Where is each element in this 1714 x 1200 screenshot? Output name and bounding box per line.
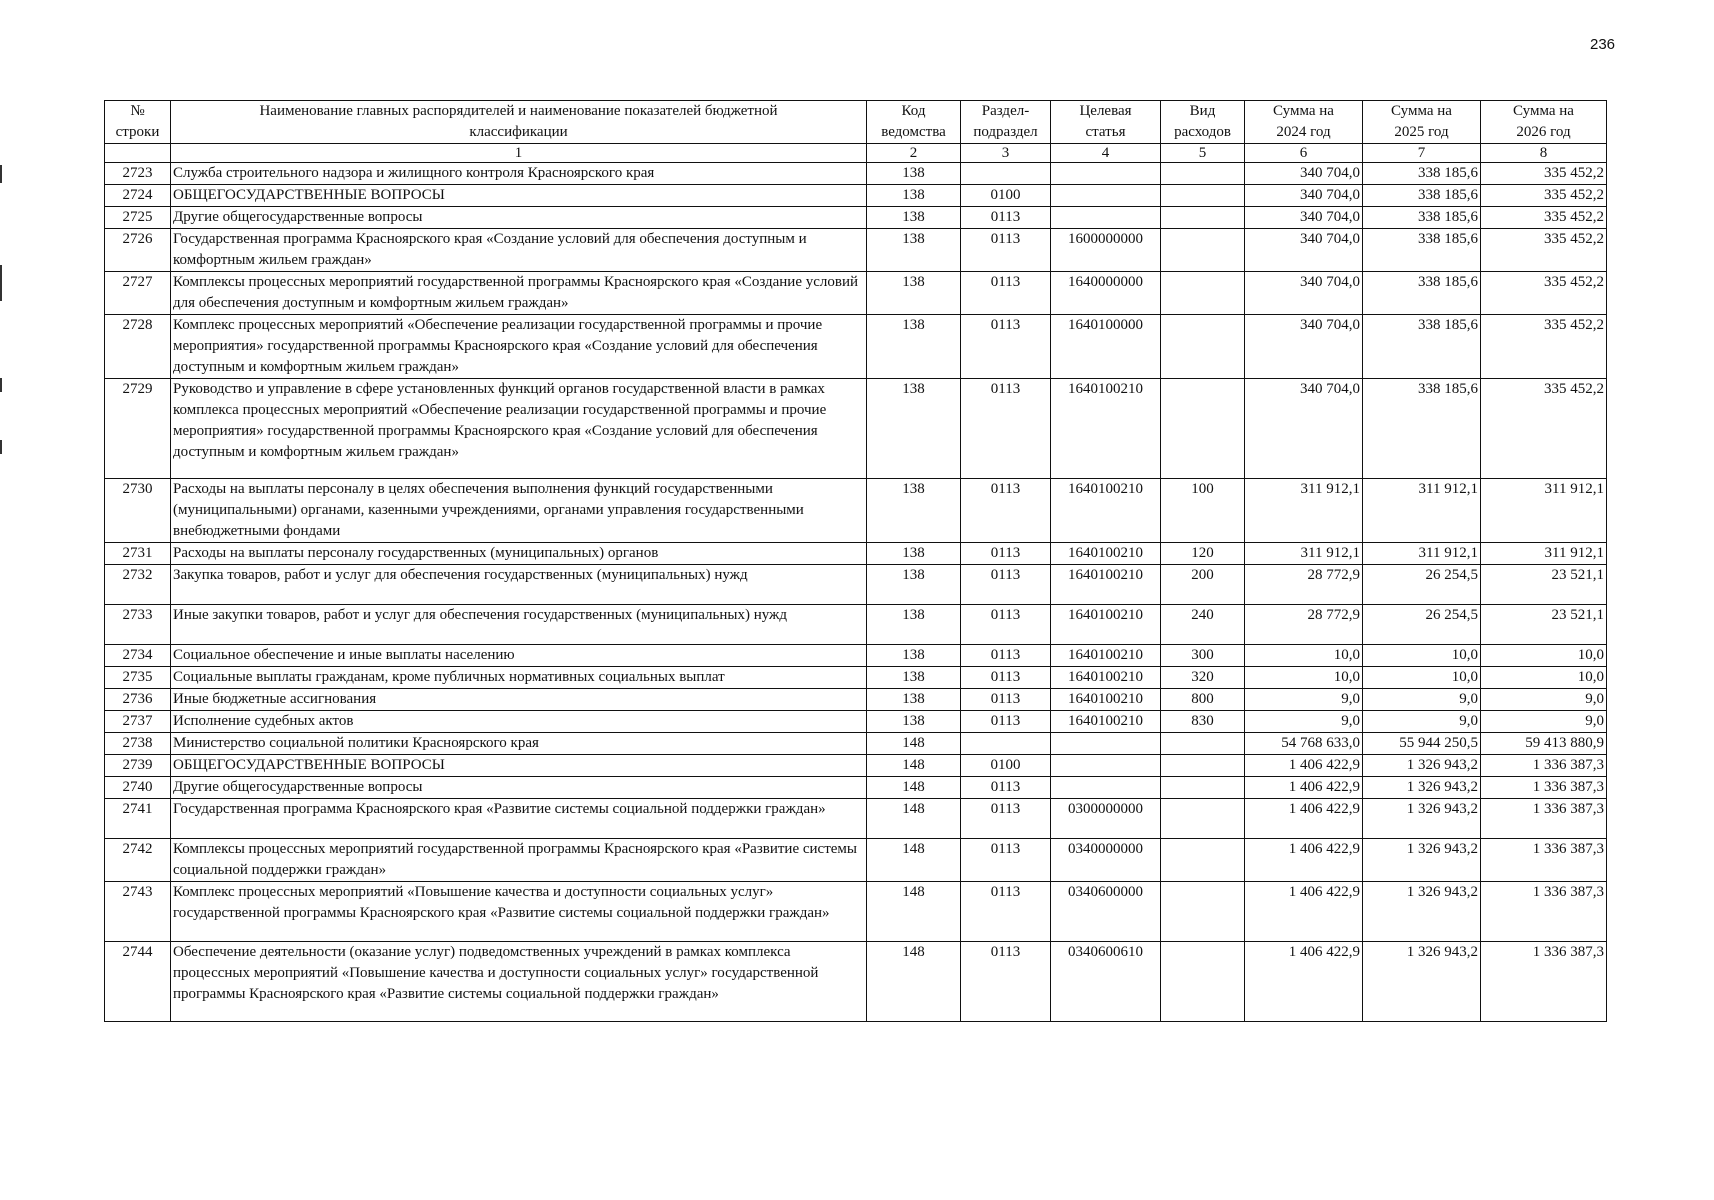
row-name: Исполнение судебных актов — [171, 711, 867, 733]
table-row — [105, 882, 1607, 942]
table-header — [105, 101, 1607, 163]
section-code: 0113 — [961, 839, 1051, 882]
sum-2025: 338 185,6 — [1363, 272, 1481, 315]
row-number: 2728 — [105, 315, 171, 379]
row-number: 2737 — [105, 711, 171, 733]
table-row — [105, 185, 1607, 207]
sum-2025: 1 326 943,2 — [1363, 942, 1481, 1022]
target-article — [1051, 755, 1161, 777]
sum-2024: 340 704,0 — [1245, 207, 1363, 229]
sum-2025: 338 185,6 — [1363, 207, 1481, 229]
table-row — [105, 733, 1607, 755]
target-article: 1640100210 — [1051, 379, 1161, 479]
row-number: 2735 — [105, 667, 171, 689]
section-code: 0113 — [961, 379, 1051, 479]
sum-2024: 1 406 422,9 — [1245, 755, 1363, 777]
sum-2026: 335 452,2 — [1481, 185, 1607, 207]
expense-type — [1161, 163, 1245, 185]
row-name: Другие общегосударственные вопросы — [171, 777, 867, 799]
sum-2025: 311 912,1 — [1363, 479, 1481, 543]
scan-mark — [0, 440, 2, 454]
row-name: ОБЩЕГОСУДАРСТВЕННЫЕ ВОПРОСЫ — [171, 185, 867, 207]
section-code: 0100 — [961, 185, 1051, 207]
column-number-row — [105, 144, 1607, 163]
sum-2024: 311 912,1 — [1245, 543, 1363, 565]
sum-2025: 1 326 943,2 — [1363, 799, 1481, 839]
header-row — [105, 101, 1607, 144]
department-code: 148 — [867, 799, 961, 839]
row-name: Государственная программа Красноярского края «Развитие системы социальной поддержки граждан» — [171, 799, 867, 839]
department-code: 148 — [867, 942, 961, 1022]
table-row — [105, 777, 1607, 799]
table-row — [105, 755, 1607, 777]
table-row — [105, 479, 1607, 543]
sum-2025: 26 254,5 — [1363, 565, 1481, 605]
target-article: 1640100000 — [1051, 315, 1161, 379]
row-name: Другие общегосударственные вопросы — [171, 207, 867, 229]
sum-2025: 9,0 — [1363, 689, 1481, 711]
sum-2026: 1 336 387,3 — [1481, 839, 1607, 882]
sum-2024: 340 704,0 — [1245, 379, 1363, 479]
section-code: 0113 — [961, 942, 1051, 1022]
column-number: 3 — [961, 144, 1051, 163]
header-department-code: Код ведомства — [867, 101, 961, 144]
sum-2025: 338 185,6 — [1363, 379, 1481, 479]
expense-type — [1161, 379, 1245, 479]
target-article — [1051, 733, 1161, 755]
section-code: 0113 — [961, 882, 1051, 942]
row-number: 2736 — [105, 689, 171, 711]
expense-type: 300 — [1161, 645, 1245, 667]
expense-type — [1161, 799, 1245, 839]
header-sum-2025: Сумма на 2025 год — [1363, 101, 1481, 144]
sum-2024: 311 912,1 — [1245, 479, 1363, 543]
budget-table — [104, 100, 1607, 1022]
department-code: 148 — [867, 777, 961, 799]
sum-2025: 338 185,6 — [1363, 315, 1481, 379]
sum-2025: 1 326 943,2 — [1363, 755, 1481, 777]
target-article: 1640100210 — [1051, 605, 1161, 645]
section-code: 0113 — [961, 667, 1051, 689]
target-article: 1640100210 — [1051, 479, 1161, 543]
row-name: Служба строительного надзора и жилищного контроля Красноярского края — [171, 163, 867, 185]
table-row — [105, 543, 1607, 565]
row-name: Руководство и управление в сфере установленных функций органов государственной власти в рамках комплекса процессных мероприятий «Обеспечение реализации государственной программы и прочие мероприятия» государственной программы Красноярского края «Создание условий для обеспечения доступным и комфортным жильем граждан» — [171, 379, 867, 479]
sum-2026: 335 452,2 — [1481, 315, 1607, 379]
expense-type: 200 — [1161, 565, 1245, 605]
table-row — [105, 667, 1607, 689]
section-code: 0113 — [961, 543, 1051, 565]
department-code: 138 — [867, 272, 961, 315]
target-article: 0300000000 — [1051, 799, 1161, 839]
column-number: 2 — [867, 144, 961, 163]
section-code: 0113 — [961, 777, 1051, 799]
sum-2024: 340 704,0 — [1245, 163, 1363, 185]
row-number: 2725 — [105, 207, 171, 229]
target-article: 1640100210 — [1051, 689, 1161, 711]
expense-type — [1161, 777, 1245, 799]
sum-2026: 311 912,1 — [1481, 479, 1607, 543]
sum-2026: 1 336 387,3 — [1481, 942, 1607, 1022]
expense-type — [1161, 733, 1245, 755]
sum-2024: 10,0 — [1245, 667, 1363, 689]
sum-2025: 338 185,6 — [1363, 229, 1481, 272]
department-code: 138 — [867, 315, 961, 379]
expense-type — [1161, 207, 1245, 229]
row-name: Расходы на выплаты персоналу государственных (муниципальных) органов — [171, 543, 867, 565]
header-sum-2026: Сумма на 2026 год — [1481, 101, 1607, 144]
row-name: Иные бюджетные ассигнования — [171, 689, 867, 711]
row-number: 2743 — [105, 882, 171, 942]
sum-2024: 340 704,0 — [1245, 229, 1363, 272]
sum-2025: 10,0 — [1363, 645, 1481, 667]
sum-2026: 9,0 — [1481, 689, 1607, 711]
department-code: 138 — [867, 479, 961, 543]
row-number: 2740 — [105, 777, 171, 799]
row-number: 2723 — [105, 163, 171, 185]
target-article: 0340000000 — [1051, 839, 1161, 882]
section-code — [961, 733, 1051, 755]
table-row — [105, 565, 1607, 605]
sum-2026: 335 452,2 — [1481, 207, 1607, 229]
expense-type — [1161, 229, 1245, 272]
sum-2026: 335 452,2 — [1481, 163, 1607, 185]
section-code: 0113 — [961, 689, 1051, 711]
expense-type — [1161, 315, 1245, 379]
sum-2026: 1 336 387,3 — [1481, 799, 1607, 839]
table-row — [105, 272, 1607, 315]
sum-2026: 335 452,2 — [1481, 272, 1607, 315]
row-number: 2726 — [105, 229, 171, 272]
sum-2026: 10,0 — [1481, 667, 1607, 689]
sum-2025: 1 326 943,2 — [1363, 839, 1481, 882]
row-name: Социальное обеспечение и иные выплаты населению — [171, 645, 867, 667]
expense-type — [1161, 882, 1245, 942]
table-row — [105, 645, 1607, 667]
expense-type: 800 — [1161, 689, 1245, 711]
sum-2026: 1 336 387,3 — [1481, 882, 1607, 942]
sum-2025: 9,0 — [1363, 711, 1481, 733]
column-number: 5 — [1161, 144, 1245, 163]
target-article — [1051, 777, 1161, 799]
column-number: 6 — [1245, 144, 1363, 163]
row-number: 2741 — [105, 799, 171, 839]
department-code: 138 — [867, 565, 961, 605]
row-number: 2744 — [105, 942, 171, 1022]
row-number: 2730 — [105, 479, 171, 543]
expense-type — [1161, 272, 1245, 315]
table-row — [105, 207, 1607, 229]
expense-type: 240 — [1161, 605, 1245, 645]
sum-2026: 9,0 — [1481, 711, 1607, 733]
sum-2024: 28 772,9 — [1245, 565, 1363, 605]
row-number: 2732 — [105, 565, 171, 605]
section-code: 0113 — [961, 645, 1051, 667]
table-row — [105, 379, 1607, 479]
row-name: ОБЩЕГОСУДАРСТВЕННЫЕ ВОПРОСЫ — [171, 755, 867, 777]
row-name: Расходы на выплаты персоналу в целях обеспечения выполнения функций государственными (муниципальными) органами, казенными учреждениями, органами управления государственными внебюджетными фондами — [171, 479, 867, 543]
row-number: 2727 — [105, 272, 171, 315]
sum-2024: 9,0 — [1245, 711, 1363, 733]
scan-mark — [0, 165, 2, 183]
target-article — [1051, 163, 1161, 185]
sum-2026: 23 521,1 — [1481, 565, 1607, 605]
sum-2024: 9,0 — [1245, 689, 1363, 711]
section-code — [961, 163, 1051, 185]
sum-2024: 54 768 633,0 — [1245, 733, 1363, 755]
expense-type: 120 — [1161, 543, 1245, 565]
table-row — [105, 799, 1607, 839]
column-number: 7 — [1363, 144, 1481, 163]
target-article — [1051, 207, 1161, 229]
row-name: Комплекс процессных мероприятий «Обеспечение реализации государственной программы и прочие мероприятия» государственной программы Красноярского края «Создание условий для обеспечения доступным и комфортным жильем граждан» — [171, 315, 867, 379]
target-article: 1640000000 — [1051, 272, 1161, 315]
row-name: Социальные выплаты гражданам, кроме публичных нормативных социальных выплат — [171, 667, 867, 689]
header-name: Наименование главных распорядителей и наименование показателей бюджетной классификации — [171, 101, 867, 144]
column-number: 8 — [1481, 144, 1607, 163]
sum-2024: 340 704,0 — [1245, 185, 1363, 207]
department-code: 148 — [867, 733, 961, 755]
expense-type: 320 — [1161, 667, 1245, 689]
target-article — [1051, 185, 1161, 207]
row-number: 2738 — [105, 733, 171, 755]
table-row — [105, 711, 1607, 733]
row-number: 2724 — [105, 185, 171, 207]
department-code: 138 — [867, 689, 961, 711]
sum-2025: 1 326 943,2 — [1363, 882, 1481, 942]
header-target-article: Целевая статья — [1051, 101, 1161, 144]
row-name: Комплексы процессных мероприятий государственной программы Красноярского края «Создание условий для обеспечения доступным и комфортным жильем граждан» — [171, 272, 867, 315]
department-code: 138 — [867, 645, 961, 667]
table-row — [105, 942, 1607, 1022]
sum-2025: 55 944 250,5 — [1363, 733, 1481, 755]
expense-type — [1161, 839, 1245, 882]
header-sum-2024: Сумма на 2024 год — [1245, 101, 1363, 144]
target-article: 0340600000 — [1051, 882, 1161, 942]
sum-2026: 1 336 387,3 — [1481, 777, 1607, 799]
sum-2024: 1 406 422,9 — [1245, 882, 1363, 942]
sum-2025: 1 326 943,2 — [1363, 777, 1481, 799]
department-code: 138 — [867, 185, 961, 207]
section-code: 0113 — [961, 711, 1051, 733]
row-number: 2733 — [105, 605, 171, 645]
section-code: 0113 — [961, 479, 1051, 543]
sum-2025: 338 185,6 — [1363, 163, 1481, 185]
department-code: 138 — [867, 711, 961, 733]
row-name: Иные закупки товаров, работ и услуг для обеспечения государственных (муниципальных) нужд — [171, 605, 867, 645]
department-code: 148 — [867, 882, 961, 942]
header-row-number: № строки — [105, 101, 171, 144]
sum-2024: 1 406 422,9 — [1245, 777, 1363, 799]
sum-2024: 1 406 422,9 — [1245, 839, 1363, 882]
department-code: 138 — [867, 543, 961, 565]
row-name: Обеспечение деятельности (оказание услуг) подведомственных учреждений в рамках комплекса процессных мероприятий «Повышение качества и доступности социальных услуг» государственной программы Красноярского края «Развитие системы социальной поддержки граждан» — [171, 942, 867, 1022]
row-name: Государственная программа Красноярского края «Создание условий для обеспечения доступным и комфортным жильем граждан» — [171, 229, 867, 272]
table-row — [105, 689, 1607, 711]
department-code: 138 — [867, 163, 961, 185]
section-code: 0113 — [961, 229, 1051, 272]
scan-mark — [0, 265, 2, 301]
column-number: 4 — [1051, 144, 1161, 163]
sum-2024: 10,0 — [1245, 645, 1363, 667]
section-code: 0113 — [961, 207, 1051, 229]
sum-2025: 311 912,1 — [1363, 543, 1481, 565]
table-row — [105, 229, 1607, 272]
header-section: Раздел- подраздел — [961, 101, 1051, 144]
row-number: 2739 — [105, 755, 171, 777]
department-code: 148 — [867, 755, 961, 777]
target-article: 0340600610 — [1051, 942, 1161, 1022]
table-row — [105, 605, 1607, 645]
section-code: 0113 — [961, 565, 1051, 605]
department-code: 148 — [867, 839, 961, 882]
sum-2024: 1 406 422,9 — [1245, 942, 1363, 1022]
row-name: Закупка товаров, работ и услуг для обеспечения государственных (муниципальных) нужд — [171, 565, 867, 605]
expense-type — [1161, 185, 1245, 207]
page-number: 236 — [1590, 36, 1616, 53]
section-code: 0113 — [961, 272, 1051, 315]
row-name: Министерство социальной политики Красноярского края — [171, 733, 867, 755]
expense-type: 830 — [1161, 711, 1245, 733]
sum-2024: 1 406 422,9 — [1245, 799, 1363, 839]
expense-type: 100 — [1161, 479, 1245, 543]
table-row — [105, 315, 1607, 379]
sum-2024: 28 772,9 — [1245, 605, 1363, 645]
expense-type — [1161, 942, 1245, 1022]
header-expense-type: Вид расходов — [1161, 101, 1245, 144]
row-number: 2731 — [105, 543, 171, 565]
section-code: 0113 — [961, 315, 1051, 379]
sum-2026: 10,0 — [1481, 645, 1607, 667]
row-number: 2742 — [105, 839, 171, 882]
sum-2024: 340 704,0 — [1245, 272, 1363, 315]
section-code: 0113 — [961, 799, 1051, 839]
scan-mark — [0, 378, 2, 392]
department-code: 138 — [867, 207, 961, 229]
target-article: 1640100210 — [1051, 543, 1161, 565]
row-number: 2729 — [105, 379, 171, 479]
sum-2026: 311 912,1 — [1481, 543, 1607, 565]
row-name: Комплекс процессных мероприятий «Повышение качества и доступности социальных услуг» государственной программы Красноярского края «Развитие системы социальной поддержки граждан» — [171, 882, 867, 942]
section-code: 0113 — [961, 605, 1051, 645]
department-code: 138 — [867, 229, 961, 272]
sum-2025: 26 254,5 — [1363, 605, 1481, 645]
expense-type — [1161, 755, 1245, 777]
department-code: 138 — [867, 667, 961, 689]
section-code: 0100 — [961, 755, 1051, 777]
sum-2026: 59 413 880,9 — [1481, 733, 1607, 755]
target-article: 1600000000 — [1051, 229, 1161, 272]
row-name: Комплексы процессных мероприятий государственной программы Красноярского края «Развитие системы социальной поддержки граждан» — [171, 839, 867, 882]
sum-2024: 340 704,0 — [1245, 315, 1363, 379]
department-code: 138 — [867, 605, 961, 645]
column-number — [105, 144, 171, 163]
table-body — [105, 163, 1607, 1022]
sum-2026: 23 521,1 — [1481, 605, 1607, 645]
department-code: 138 — [867, 379, 961, 479]
row-number: 2734 — [105, 645, 171, 667]
target-article: 1640100210 — [1051, 645, 1161, 667]
table-row — [105, 163, 1607, 185]
sum-2025: 338 185,6 — [1363, 185, 1481, 207]
column-number: 1 — [171, 144, 867, 163]
sum-2025: 10,0 — [1363, 667, 1481, 689]
sum-2026: 335 452,2 — [1481, 379, 1607, 479]
target-article: 1640100210 — [1051, 667, 1161, 689]
target-article: 1640100210 — [1051, 565, 1161, 605]
table-row — [105, 839, 1607, 882]
sum-2026: 1 336 387,3 — [1481, 755, 1607, 777]
sum-2026: 335 452,2 — [1481, 229, 1607, 272]
target-article: 1640100210 — [1051, 711, 1161, 733]
